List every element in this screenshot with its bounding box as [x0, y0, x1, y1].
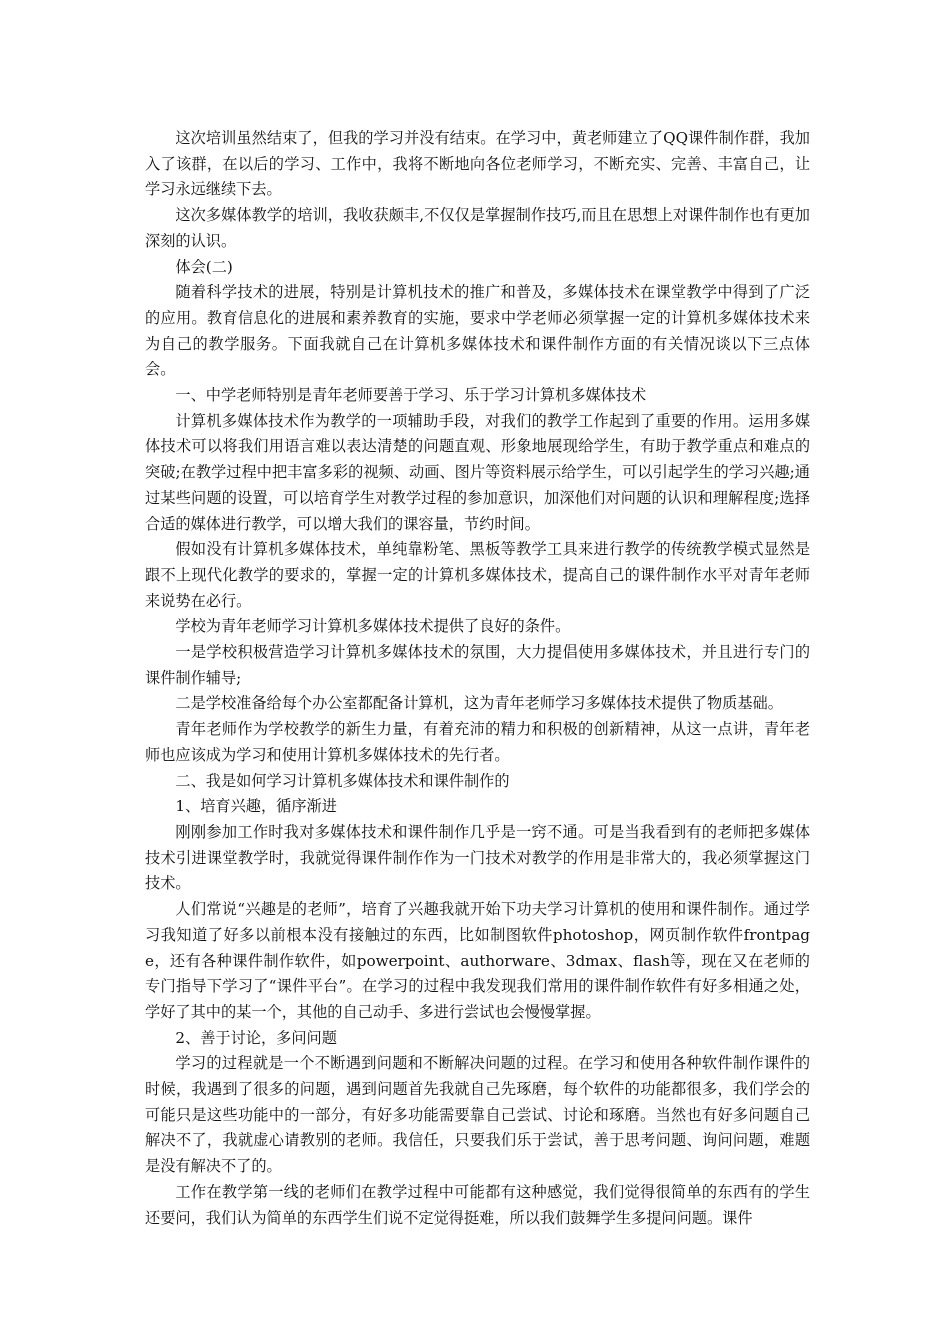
heading-part-2: 二、我是如何学习计算机多媒体技术和课件制作的	[175, 771, 510, 790]
document-body	[145, 126, 810, 1231]
paragraph-frontline-teachers: 工作在教学第一线的老师们在教学过程中可能都有这种感觉，我们觉得很简单的东西有的学生还要问，我们认为简单的东西学生们说不定觉得挺难，所以我们鼓舞学生多提问问题。课件	[145, 1182, 810, 1227]
paragraph-young-teachers: 青年老师作为学校教学的新生力量，有着充沛的精力和积极的创新精神，从这一点讲，青年老师也应该成为学习和使用计算机多媒体技术的先行者。	[145, 720, 810, 764]
paragraph-training-ended: 这次培训虽然结束了，但我的学习并没有结束。在学习中，黄老师建立了QQ课件制作群，我加入了该群，在以后的学习、工作中，我将不断地向各位老师学习，不断充实、完善、丰富自己，让学习永远继续下去。	[145, 129, 810, 199]
paragraph-training-gains: 这次多媒体教学的培训，我收获颇丰,不仅仅是掌握制作技巧,而且在思想上对课件制作也有更加深刻的认识。	[145, 206, 810, 250]
paragraph-school-conditions: 学校为青年老师学习计算机多媒体技术提供了良好的条件。	[175, 617, 571, 636]
paragraph-interest-teacher: 人们常说“兴趣是的老师”，培育了兴趣我就开始下功夫学习计算机的使用和课件制作。通过学习我知道了好多以前根本没有接触过的东西，比如制图软件photoshop，网页制作软件frontpage，还有各种课件制作软件，如powerpoint、authorware、3dmax、flash等，现在又在老师的专门指导下学习了“课件平台”。在学习的过程中我发现我们常用的课件制作软件有好多相通之处，学好了其中的某一个，其他的自己动手、多进行尝试也会慢慢掌握。	[145, 900, 810, 1021]
heading-part-1: 一、中学老师特别是青年老师要善于学习、乐于学习计算机多媒体技术	[175, 386, 647, 405]
paragraph-multimedia-role: 计算机多媒体技术作为教学的一项辅助手段，对我们的教学工作起到了重要的作用。运用多媒体技术可以将我们用语言难以表达清楚的问题直观、形象地展现给学生，有助于教学重点和难点的突破;在教学过程中把丰富多彩的视频、动画、图片等资料展示给学生，可以引起学生的学习兴趣;通过某些问题的设置，可以培育学生对教学过程的参加意识，加深他们对问题的认识和理解程度;选择合适的媒体进行教学，可以增大我们的课容量，节约时间。	[145, 411, 810, 533]
subheading-discussion: 2、善于讨论，多问问题	[175, 1028, 337, 1047]
subheading-interest: 1、培育兴趣，循序渐进	[175, 797, 337, 816]
paragraph-traditional-teaching: 假如没有计算机多媒体技术，单纯靠粉笔、黑板等教学工具来进行教学的传统教学模式显然是跟不上现代化教学的要求的，掌握一定的计算机多媒体技术，提高自己的课件制作水平对青年老师来说势在必行。	[145, 540, 810, 610]
section-heading-reflection-2: 体会(二)	[175, 257, 233, 276]
paragraph-introduction: 随着科学技术的进展，特别是计算机技术的推广和普及，多媒体技术在课堂教学中得到了广泛的应用。教育信息化的进展和素养教育的实施，要求中学老师必须掌握一定的计算机多媒体技术来为自己的教学服务。下面我就自己在计算机多媒体技术和课件制作方面的有关情况谈以下三点体会。	[145, 283, 810, 379]
paragraph-condition-two: 二是学校准备给每个办公室都配备计算机，这为青年老师学习多媒体技术提供了物质基础。	[175, 694, 783, 713]
paragraph-learning-process: 学习的过程就是一个不断遇到问题和不断解决问题的过程。在学习和使用各种软件制作课件的时候，我遇到了很多的问题，遇到问题首先我就自己先琢磨，每个软件的功能都很多，我们学会的可能只是这些功能中的一部分，有好多功能需要靠自己尝试、讨论和琢磨。当然也有好多问题自己解决不了，我就虚心请教别的老师。我信任，只要我们乐于尝试，善于思考问题、询问问题，难题是没有解决不了的。	[145, 1054, 810, 1176]
paragraph-starting-work: 刚刚参加工作时我对多媒体技术和课件制作几乎是一窍不通。可是当我看到有的老师把多媒体技术引进课堂教学时，我就觉得课件制作作为一门技术对教学的作用是非常大的，我必须掌握这门技术。	[145, 822, 810, 893]
paragraph-condition-one: 一是学校积极营造学习计算机多媒体技术的氛围，大力提倡使用多媒体技术，并且进行专门的课件制作辅导;	[145, 643, 810, 687]
